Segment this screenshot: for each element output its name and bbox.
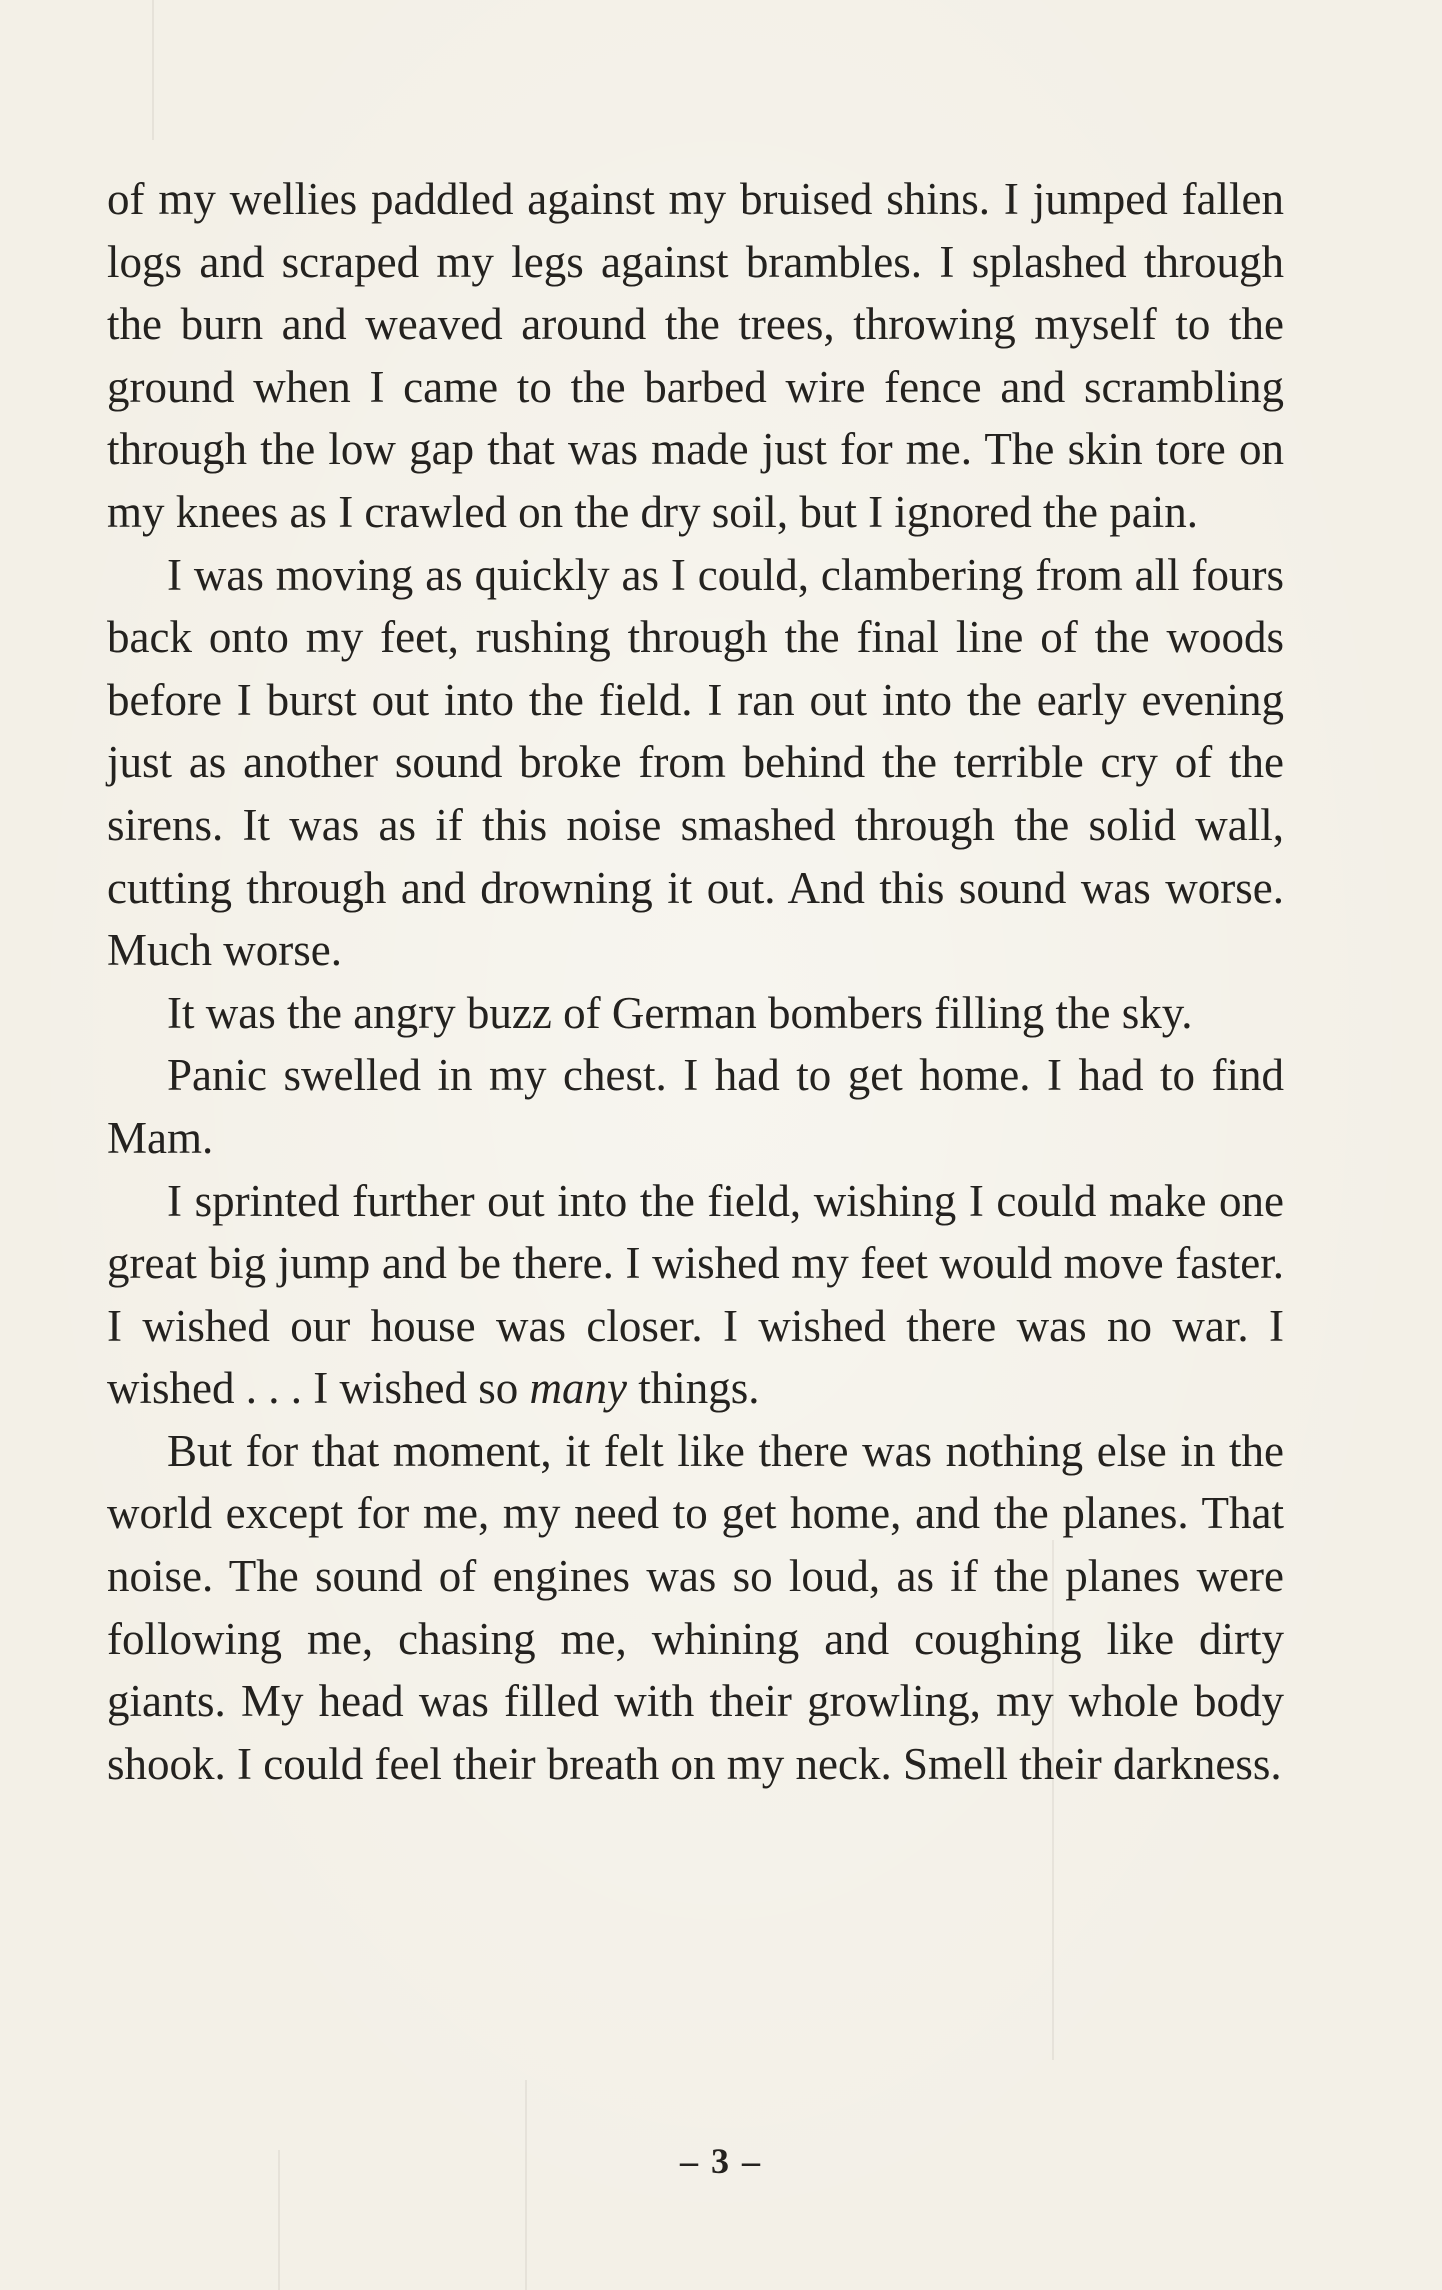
page-crease: [152, 0, 154, 140]
paragraph-planes: But for that moment, it felt like there was nothing else in the world except for me, my need to get home, and the planes. That noise. The sound of engines was so loud, as if the planes were following me, chasing me, whining and coughing like dirty giants. My head was filled with their growling, my whole body shook. I could feel their breath on my neck. Smell their darkness.: [107, 1425, 1284, 1789]
paragraph-continuation: of my wellies paddled against my bruised shins. I jumped fallen logs and scraped my legs against brambles. I splashed through the burn and weaved around the trees, throwing myself to the ground when I came to the barbed wire fence and scrambling through the low gap that was made just for me. The skin tore on my knees as I crawled on the dry soil, but I ignored the pain.: [107, 174, 1284, 537]
wishes-text: I sprinted further out into the field, wishing I could make one great big jump and be there. I wished my feet would move faster. I wished our house was closer. I wished there was no war. I wished . . . I wished so: [107, 1175, 1284, 1414]
paragraph-bombers: It was the angry buzz of German bombers filling the sky.: [167, 987, 1193, 1038]
body-text: [107, 168, 1284, 1795]
page-number: – 3 –: [680, 2141, 762, 2181]
page-crease: [525, 2080, 527, 2290]
wishes-text-end: things.: [626, 1363, 760, 1414]
paragraph-wishes: [107, 1170, 1284, 1420]
emphasis-word: many: [529, 1363, 627, 1414]
paragraph-panic: Panic swelled in my chest. I had to get home. I had to find Mam.: [107, 1050, 1284, 1163]
paragraph-running: I was moving as quickly as I could, clambering from all fours back onto my feet, rushing through the final line of the woods before I burst out into the field. I ran out into the early evening just as another sound broke from behind the terrible cry of the sirens. It was as if this noise smashed through the solid wall, cutting through and drowning it out. And this sound was worse. Much worse.: [107, 549, 1284, 976]
